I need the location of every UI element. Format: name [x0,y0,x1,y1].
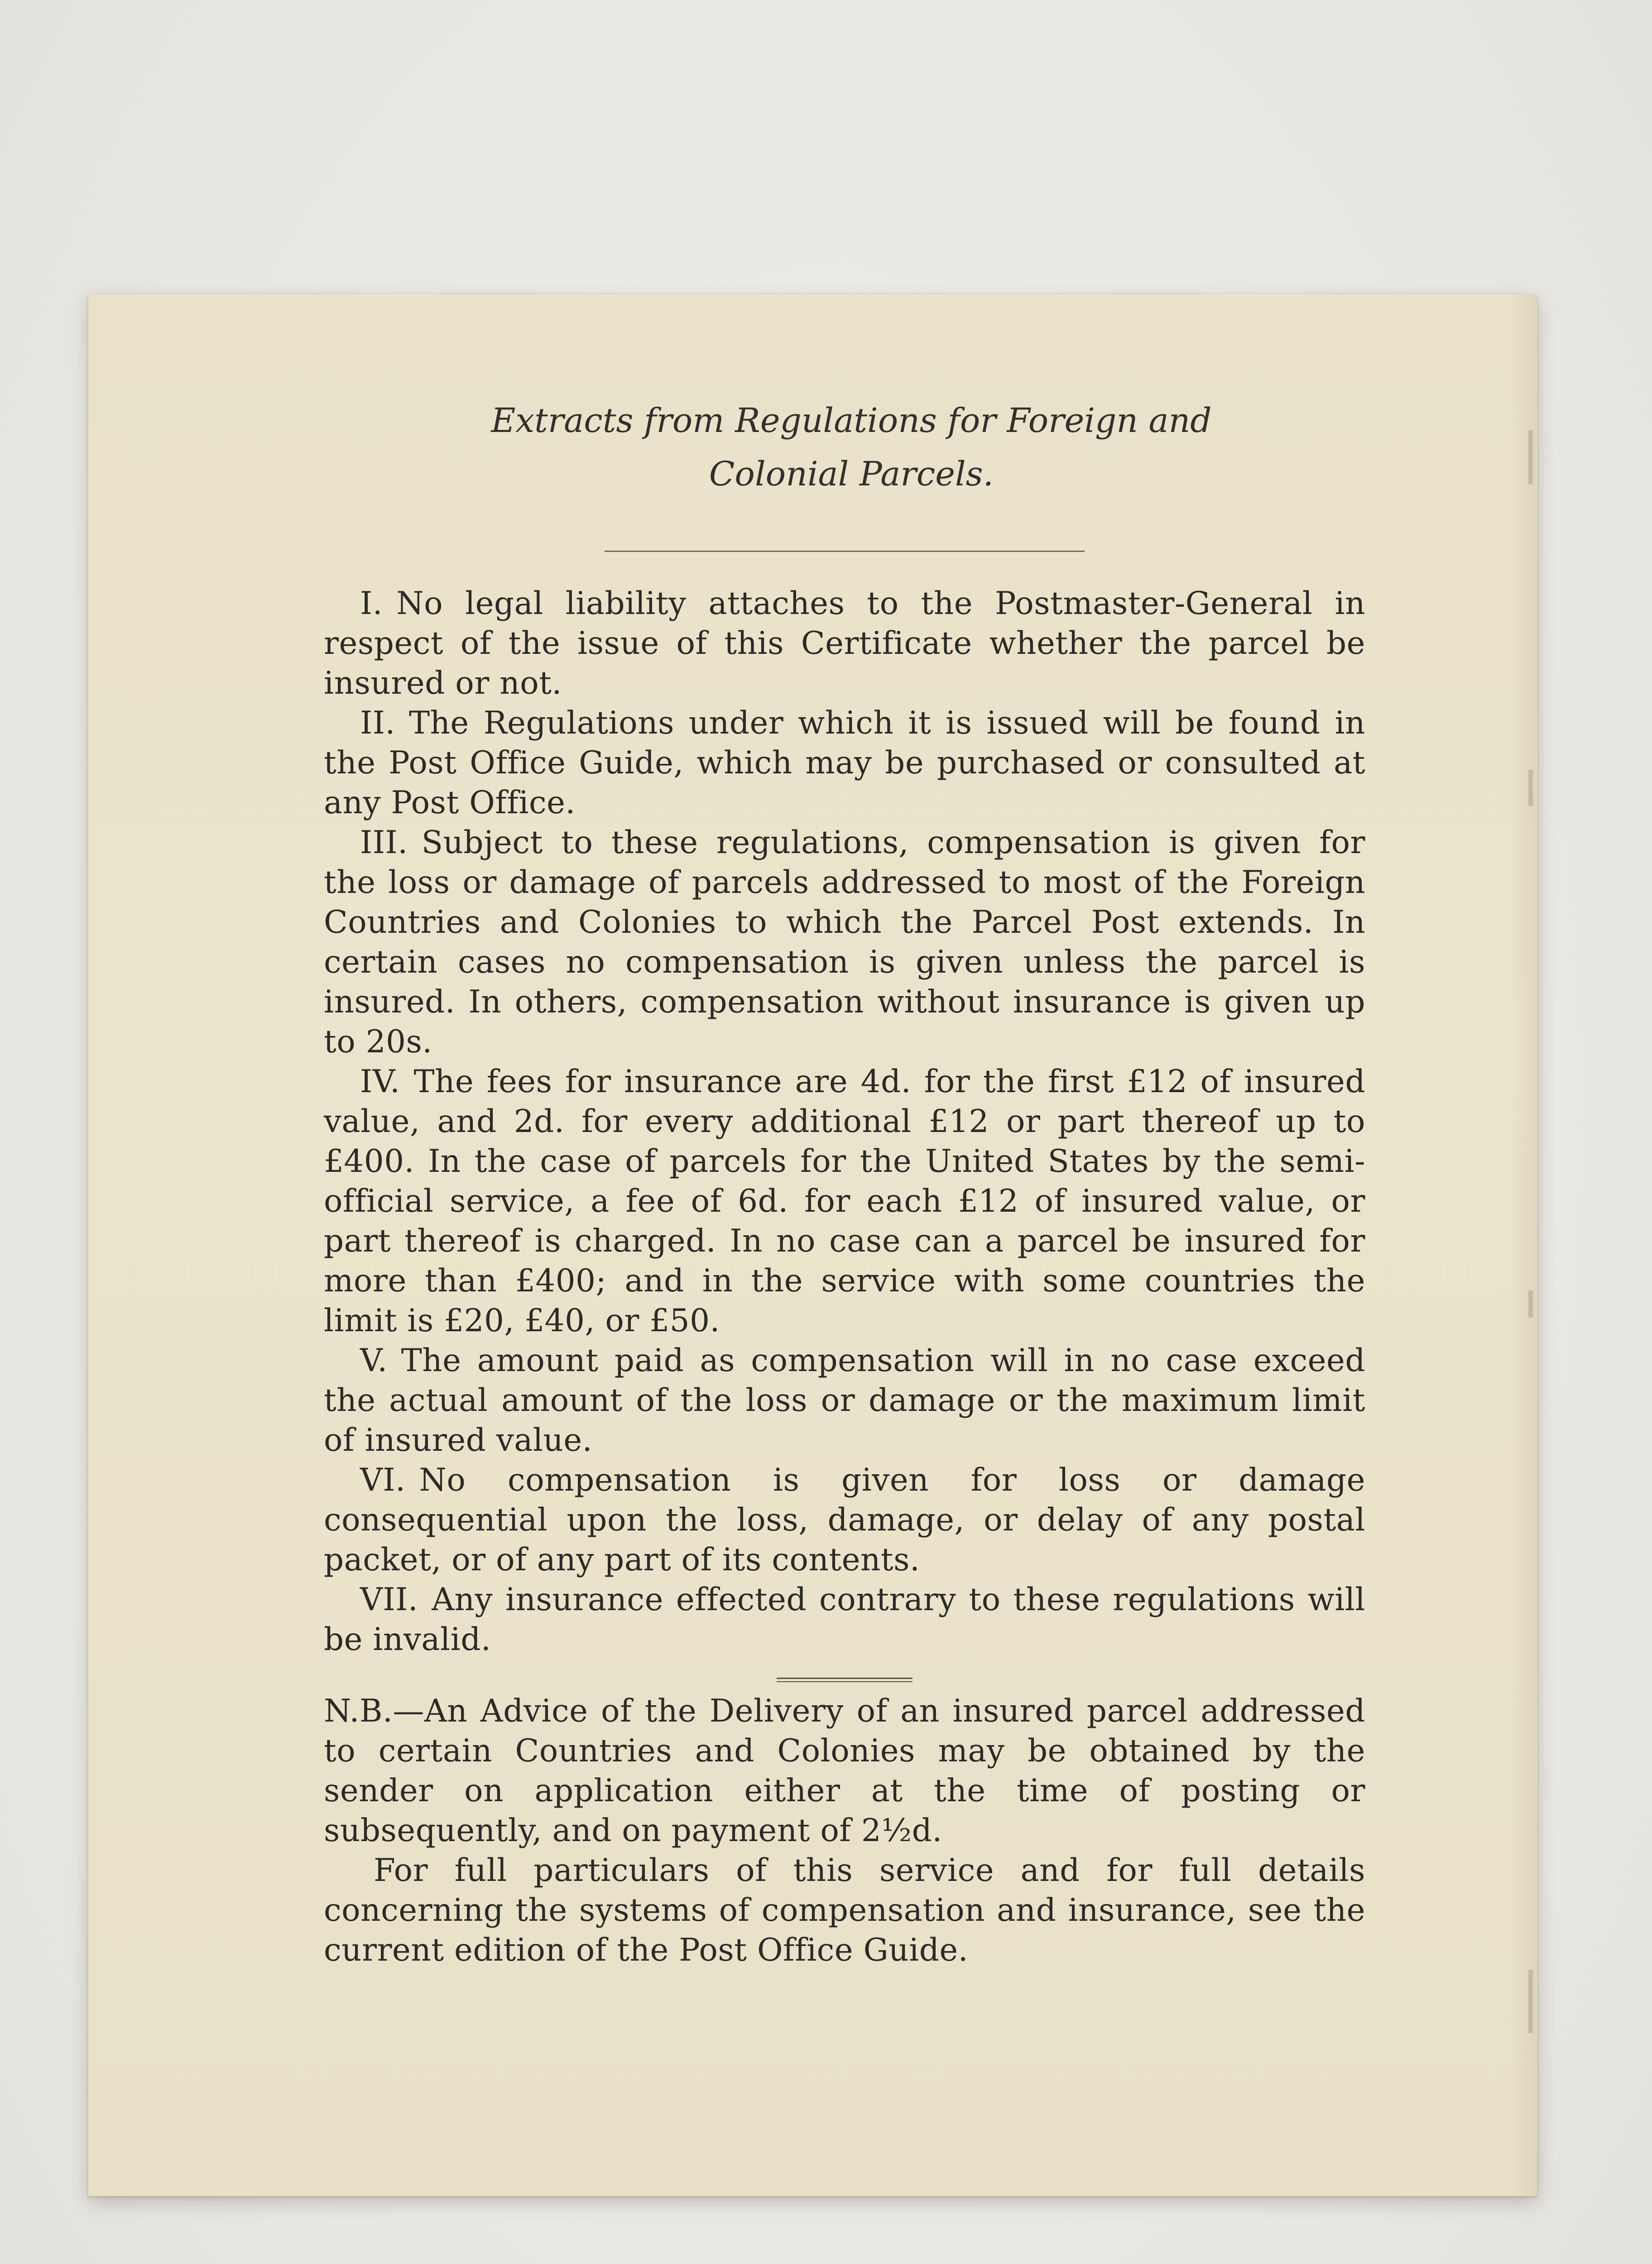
regulation-text: Subject to these regulations, compensation is given for the loss or damage of parcels addressed to most of the Foreign Countries and Colonies to which the Parcel Post extends. In certain cases no compensation is given unless the parcel is insured. In others, compensation without insurance is given up to 20s. [324,825,1365,1060]
regulation-paragraph [324,823,1365,1062]
regulation-text: No legal liability attaches to the Postmaster-General in respect of the issue of this Certificate whether the parcel be insured or not. [324,585,1365,701]
title-divider [605,551,1085,552]
document-content [324,394,1365,1970]
regulation-paragraph [324,1062,1365,1341]
torn-edge-mark [1528,1970,1533,2033]
torn-edge-mark [1528,430,1533,484]
regulation-paragraph [324,584,1365,703]
regulation-text: The fees for insurance are 4d. for the first £12 of insured value, and 2d. for every additional £12 or part thereof up to £400. In the case of parcels for the United States by the semi-official service, a fee of 6d. for each £12 of insured value, or part thereof is charged. In no case can a parcel be insured for more than £400; and in the service with some countries the limit is £20, £40, or £50. [324,1064,1365,1339]
regulation-numeral: I. [360,585,383,622]
document-sheet [88,294,1537,2196]
section-divider [777,1678,912,1682]
nota-bene-paragraph: N.B.—An Advice of the Delivery of an insured parcel addressed to certain Countries and Colonies may be obtained by the sender on application either at the time of posting or subsequently, and on payment of 2½d. [324,1693,1365,1849]
regulation-numeral: II. [360,705,395,741]
regulation-text: Any insurance effected contrary to these regulations will be invalid. [324,1582,1365,1658]
closing-paragraph: For full particulars of this service and for full details concerning the systems of compensation and insurance, see the current edition of the Post Office Guide. [324,1852,1365,1968]
regulation-numeral: VII. [360,1582,418,1618]
title-line-1: Extracts from Regulations for Foreign and [491,401,1212,440]
document-title [337,394,1365,501]
regulation-paragraph [324,1341,1365,1460]
torn-edge-mark [1528,1290,1533,1318]
title-line-2: Colonial Parcels. [709,455,994,494]
regulation-numeral: V. [360,1343,388,1379]
regulation-numeral: IV. [360,1064,400,1100]
regulation-paragraph [324,703,1365,823]
regulation-text: The Regulations under which it is issued will be found in the Post Office Guide, which may be purchased or consulted at any Post Office. [324,705,1365,821]
regulation-text: No compensation is given for loss or damage consequential upon the loss, damage, or delay of any postal packet, or of any part of its contents. [324,1462,1365,1578]
regulation-text: The amount paid as compensation will in no case exceed the actual amount of the loss or damage or the maximum limit of insured value. [324,1343,1365,1458]
regulation-numeral: VI. [360,1462,406,1498]
torn-edge-mark [1528,770,1533,806]
regulation-numeral: III. [360,825,408,861]
regulation-paragraph [324,1460,1365,1580]
regulation-paragraph [324,1580,1365,1660]
